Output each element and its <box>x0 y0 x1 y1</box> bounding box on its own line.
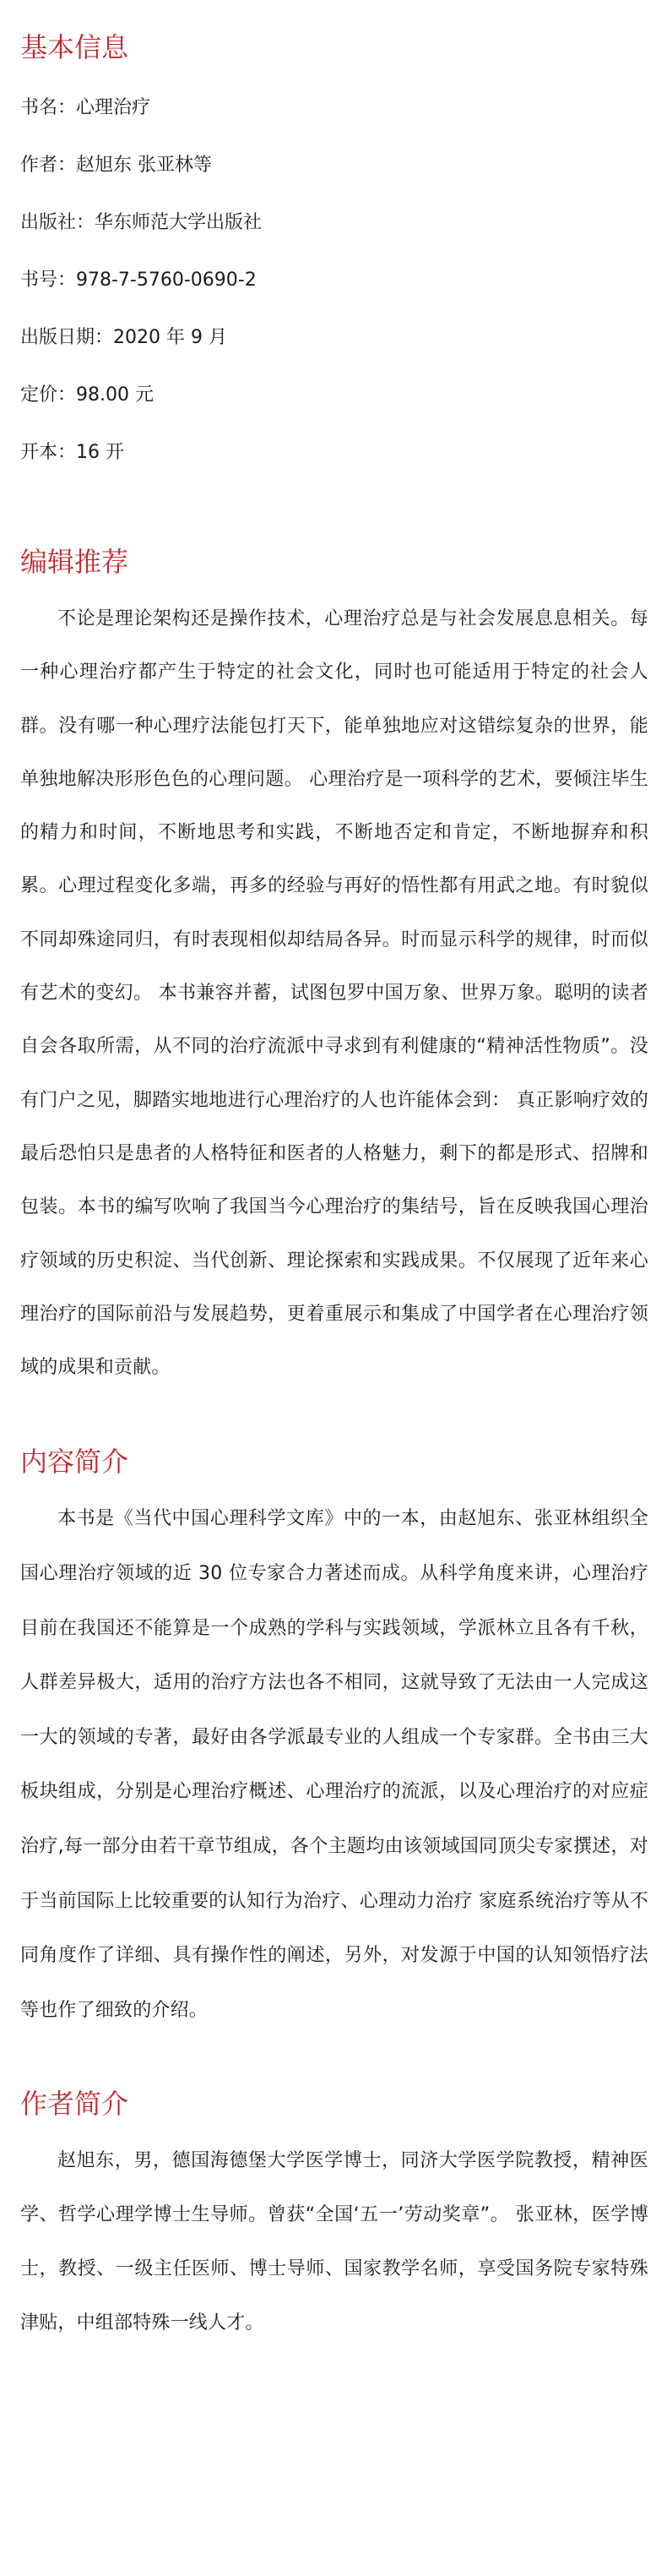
basic-info-title: 基本信息 <box>20 31 129 63</box>
author-section <box>20 2087 648 2350</box>
book-isbn: 书号：978-7-5760-0690-2 <box>20 270 257 291</box>
book-publisher: 出版社：华东师范大学出版社 <box>20 212 263 233</box>
basic-info-section <box>20 0 648 482</box>
book-format: 开本：16 开 <box>20 442 124 463</box>
basic-info-list <box>20 79 648 482</box>
recommend-section <box>20 545 648 1394</box>
intro-section <box>20 1445 648 2038</box>
recommend-title: 编辑推荐 <box>20 546 129 578</box>
intro-title: 内容简介 <box>20 1446 129 1479</box>
author-title: 作者简介 <box>20 2088 129 2121</box>
book-name: 书名：心理治疗 <box>20 97 151 118</box>
author-paragraph: 赵旭东，男，德国海德堡大学医学博士，同济大学医学院教授，精神医学、哲学心理学博士生导师。曾获“全国‘五一’劳动奖章”。 张亚林，医学博士，教授、一级主任医师、博士导师、国家教学名师，享受国务院专家特殊津贴，中组部特殊一线人才。 <box>20 2150 648 2334</box>
book-publish-date: 出版日期：2020 年 9 月 <box>20 327 227 348</box>
intro-paragraph: 本书是《当代中国心理科学文库》中的一本，由赵旭东、张亚林组织全国心理治疗领域的近 30 位专家合力著述而成。从科学角度来讲，心理治疗目前在我国还不能算是一个成熟的学科与实践领域，学派林立且各有千秋，人群差异极大，适用的治疗方法也各不相同，这就导致了无法由一人完成这一大的领域的专著，最好由各学派最专业的人组成一个专家群。全书由三大板块组成，分别是心理治疗概述、心理治疗的流派，以及心理治疗的对应症治疗,每一部分由若干章节组成，各个主题均由该领域国同顶尖专家撰述，对于当前国际上比较重要的认知行为治疗、心理动力治疗 家庭系统治疗等从不同角度作了详细、具有操作性的阐述，另外，对发源于中国的认知领悟疗法等也作了细致的介绍。 <box>20 1508 648 2021</box>
book-author: 作者：赵旭东 张亚林等 <box>20 155 212 176</box>
recommend-paragraph: 不论是理论架构还是操作技术，心理治疗总是与社会发展息息相关。每一种心理治疗都产生于特定的社会文化，同时也可能适用于特定的社会人群。没有哪一种心理疗法能包打天下，能单独地应对这错综复杂的世界，能单独地解决形形色色的心理问题。 心理治疗是一项科学的艺术，要倾注毕生的精力和时间，不断地思考和实践，不断地否定和肯定，不断地摒弃和积累。心理过程变化多端，再多的经验与再好的悟性都有用武之地。有时貌似不同却殊途同归，有时表现相似却结局各异。时而显示科学的规律，时而似有艺术的变幻。 本书兼容并蓄，试图包罗中国万象、世界万象。聪明的读者自会各取所需，从不同的治疗流派中寻求到有利健康的“精神活性物质”。没有门户之见，脚踏实地地进行心理治疗的人也许能体会到： 真正影响疗效的最后恐怕只是患者的人格特征和医者的人格魅力，剩下的都是形式、招牌和包装。本书的编写吹响了我国当今心理治疗的集结号，旨在反映我国心理治疗领域的历史积淀、当代创新、理论探索和实践成果。不仅展现了近年来心理治疗的国际前沿与发展趋势，更着重展示和集成了中国学者在心理治疗领域的成果和贡献。 <box>20 608 648 1379</box>
book-price: 定价：98.00 元 <box>20 384 154 406</box>
